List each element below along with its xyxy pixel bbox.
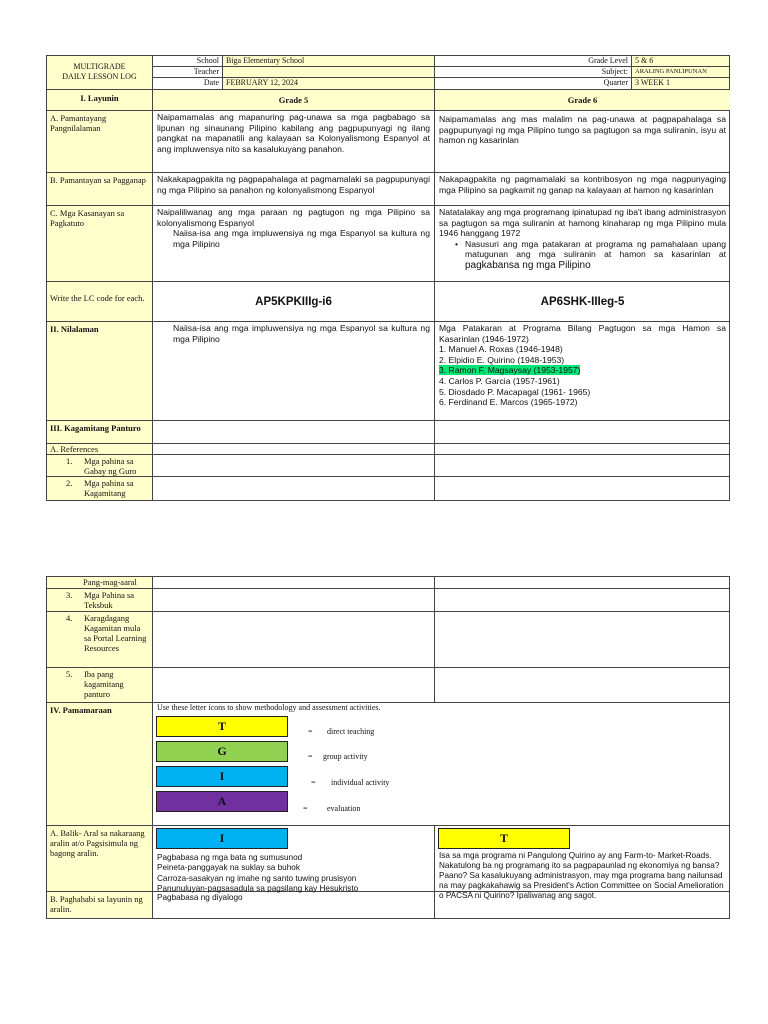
g5-pamantayan-sa-pagganap: Nakakapagpakita ng pagpapahalaga at pagmamalaki sa pagpupunyagi ng mga Pilipino sa panahon ng kolonyalismong Espanyol bbox=[153, 173, 435, 205]
label-karagdagang-kagamitan bbox=[47, 612, 153, 667]
r3-number: 3. bbox=[66, 590, 73, 600]
g6-pang-mag-aaral bbox=[435, 577, 730, 588]
g5-nilalaman: Naiisa-isa ang mga impluwensiya ng mga Espanyol sa kultura ng mga Pilipino bbox=[153, 322, 435, 420]
legend-area bbox=[153, 703, 730, 825]
legend-t-desc: direct teaching bbox=[327, 727, 375, 736]
nilalaman-label-text: II. Nilalaman bbox=[50, 324, 99, 334]
legend-a-desc: evaluation bbox=[327, 804, 361, 813]
subject-label: Subject: bbox=[435, 67, 632, 78]
g6-nilalaman bbox=[435, 322, 730, 420]
row-iba-pang-kagamitan bbox=[46, 668, 730, 703]
label-iba-pang-kagamitan bbox=[47, 668, 153, 702]
grade-level-label: Grade Level bbox=[435, 56, 632, 67]
g6-gabay-ng-guro bbox=[435, 455, 730, 476]
g6-balik-aral bbox=[435, 826, 730, 900]
row-gabay-ng-guro bbox=[46, 455, 730, 477]
g5-method-badge-i: I bbox=[156, 828, 288, 849]
row-pamantayan-sa-pagganap bbox=[46, 173, 730, 206]
school-value: Biga Elementary School bbox=[223, 56, 435, 67]
row-karagdagang-kagamitan bbox=[46, 612, 730, 668]
teacher-value bbox=[223, 67, 435, 78]
g6-nilalaman-list bbox=[439, 344, 726, 408]
row-references bbox=[46, 444, 730, 455]
legend-intro: Use these letter icons to show methodology and assessment activities. bbox=[157, 703, 381, 712]
g6-kasanayan-1: Natatalakay ang mga programang ipinatupad ng iba't ibang administrasyon sa pagtugon sa mga suliranin at hamong kinaharap ng mga Pilipino mula 1946 hanggang 1972 bbox=[439, 207, 726, 239]
row-pamantayang-pangnilalaman bbox=[46, 111, 730, 173]
list-item: Pagbabasa ng mga bata ng sumusunod bbox=[157, 853, 303, 862]
legend-t-badge: T bbox=[156, 716, 288, 737]
row-lc-code bbox=[46, 282, 730, 322]
list-item bbox=[439, 365, 726, 376]
g6-balik-aral-text: Isa sa mga programa ni Pangulong Quirino ay ang Farm-to- Market-Roads. Nakatulong ba ng programang ito sa pagpapaunlad ng ekonomiya ng bansa? Paano? Sa kasalukuyang administrasyon, may mga programa bang nailunsad na may pagkakahawig sa President's Action Committee on Social Amelioration o PACSA ni Quirino? Ipaliwanag ang sagot. bbox=[439, 851, 724, 900]
g6-kasanayan-bullet-end: pagkabansa ng mga Pilipino bbox=[465, 259, 591, 271]
legend-i-badge: I bbox=[156, 766, 288, 787]
r5-number: 5. bbox=[66, 669, 73, 679]
g5-references bbox=[153, 444, 435, 454]
label-pamantayan-sa-pagganap: B. Pamantayan sa Pagganap bbox=[47, 173, 153, 205]
g5-iba-pang-kagamitan bbox=[153, 668, 435, 702]
legend-g-badge: G bbox=[156, 741, 288, 762]
list-item: Peineta-panggayak na suklay sa buhok bbox=[157, 863, 300, 873]
kagamitang-label-text: III. Kagamitang Panturo bbox=[50, 423, 141, 433]
list-item: 1. Manuel A. Roxas (1946-1948) bbox=[439, 344, 563, 355]
label-nilalaman bbox=[47, 322, 153, 420]
grade6-header: Grade 6 bbox=[435, 90, 730, 110]
label-pamantayang-pangnilalaman: A. Pamantayang Pangnilalaman bbox=[47, 111, 153, 172]
list-item: Panunuluyan-pagsasadula sa pagsilang kay Hesukristo bbox=[157, 884, 359, 894]
quarter-value: 3 WEEK 1 bbox=[632, 78, 729, 89]
g5-balik-aral-lines bbox=[157, 853, 358, 895]
legend-t-eq: = bbox=[308, 727, 313, 736]
teacher-label: Teacher bbox=[153, 67, 223, 78]
list-item: 6. Ferdinand E. Marcos (1965-1972) bbox=[439, 397, 578, 408]
g6-kasanayan-bullet bbox=[439, 239, 726, 272]
row-pang-mag-aaral bbox=[46, 577, 730, 589]
g6-kasanayan-bullet-text: Nasusuri ang mga patakaran at programa ng pamahalaan upang matugunan ang mga suliranin at hamon sa kasarinlan at bbox=[465, 238, 726, 260]
g5-mga-kasanayan bbox=[153, 206, 435, 281]
g5-teksbuk bbox=[153, 589, 435, 611]
g5-pang-mag-aaral bbox=[153, 577, 435, 588]
legend-i-eq: = bbox=[311, 778, 316, 787]
ref2-label: Mga pahina sa Kagamitang bbox=[84, 478, 134, 498]
g6-pamantayan-sa-pagganap: Nakapagpakita ng pagmamalaki sa kontribosyon ng mga nagpunyaging mga Pilipino sa pagkamit ng ganap na kalayaan at hamon ng kasarinlan bbox=[439, 174, 726, 195]
label-teksbuk bbox=[47, 589, 153, 611]
bullet-icon: • bbox=[455, 238, 459, 249]
label-kagamitang-panturo bbox=[47, 421, 153, 443]
title-line2: DAILY LESSON LOG bbox=[62, 72, 137, 81]
g6-paghahabi bbox=[435, 892, 730, 918]
legend-g-eq: = bbox=[308, 752, 313, 761]
legend-a-eq: = bbox=[303, 804, 308, 813]
g6-lc-code: AP6SHK-IIIeg-5 bbox=[540, 296, 625, 308]
row-kagamitang-panturo bbox=[46, 421, 730, 444]
ref2-number: 2. bbox=[66, 478, 73, 488]
g5-lc-code: AP5KPKIIIg-i6 bbox=[153, 282, 435, 321]
g5-kasanayan-2: Naiisa-isa ang mga impluwensiya ng mga Espanyol sa kultura ng mga Pilipino bbox=[173, 228, 430, 249]
label-balik-aral: A. Balik- Aral sa nakaraang aralin at/o Pagsisimula ng bagong aralin. bbox=[47, 826, 153, 891]
row-teksbuk bbox=[46, 589, 730, 612]
g6-mga-kasanayan bbox=[435, 206, 730, 281]
quarter-label: Quarter bbox=[435, 78, 632, 89]
row-kagamitang-pang-mag-aaral bbox=[46, 477, 730, 501]
r4-label: Karagdagang Kagamitan mula sa Portal Learning Resources bbox=[84, 613, 147, 653]
layunin-header-row bbox=[46, 90, 730, 111]
g6-references bbox=[435, 444, 730, 454]
ref1-number: 1. bbox=[66, 456, 73, 466]
row-nilalaman bbox=[46, 322, 730, 421]
date-value: FEBRUARY 12, 2024 bbox=[223, 78, 435, 89]
g6-kagamitang-panturo bbox=[435, 421, 730, 443]
header-table bbox=[46, 55, 730, 90]
row-paghahabi bbox=[46, 892, 730, 919]
label-mga-kasanayan: C. Mga Kasanayan sa Pagkatuto bbox=[47, 206, 153, 281]
g6-iba-pang-kagamitan bbox=[435, 668, 730, 702]
g6-teksbuk bbox=[435, 589, 730, 611]
g5-kasanayan-1: Naipaliliwanag ang mga paraan ng pagtugon ng mga Pilipino sa kolonyalismong Espanyol bbox=[157, 207, 430, 228]
r3-label: Mga Pahina sa Teksbuk bbox=[84, 590, 135, 610]
legend-a-badge: A bbox=[156, 791, 288, 812]
lesson-table-page2 bbox=[46, 576, 730, 914]
list-item: Carroza-sasakyan ng imahe ng santo tuwing prusisyon bbox=[157, 873, 357, 883]
g6-nilalaman-title: Mga Patakaran at Programa Bilang Pagtugon sa mga Hamon sa Kasarinlan (1946-1972) bbox=[439, 323, 726, 344]
subject-value: ARALING PANLIPUNAN bbox=[632, 67, 729, 78]
highlighted-list-item: 3. Ramon F. Magsaysay (1953-1957) bbox=[439, 365, 581, 376]
g5-kagamitang bbox=[153, 477, 435, 500]
list-item: 4. Carlos P. Garcia (1957-1961) bbox=[439, 375, 560, 386]
list-item: 5. Diosdado P. Macapagal (1961- 1965) bbox=[439, 386, 591, 397]
date-label: Date bbox=[153, 78, 223, 89]
title-line1: MULTIGRADE bbox=[73, 62, 126, 71]
label-paghahabi: B. Paghahabi sa layunin ng aralin. bbox=[47, 892, 153, 918]
pamamaraan-label-text: IV. Pamamaraan bbox=[50, 705, 112, 715]
g5-paghahabi: Pagbabasa ng diyalogo bbox=[153, 892, 435, 918]
g5-pamantayang-pangnilalaman: Naipamamalas ang mapanuring pag-unawa sa mga pagbabago sa lipunan ng sinaunang Pilipino kabilang ang pagpupunyagi ng ilang pangkat na mapanatili ang kalayaan sa Kolonyalismong Espanyol at ang impluwensya nito sa kasalukuyang panahon. bbox=[153, 111, 435, 172]
g6-kagamitang bbox=[435, 477, 730, 500]
g5-gabay-ng-guro bbox=[153, 455, 435, 476]
label-references: A. References bbox=[47, 444, 153, 454]
r5-label: Iba pang kagamitang panturo bbox=[84, 669, 124, 699]
legend-g-desc: group activity bbox=[323, 752, 368, 761]
g5-kagamitang-panturo bbox=[153, 421, 435, 443]
ref1-label: Mga pahina sa Gabay ng Guro bbox=[84, 456, 137, 476]
school-label: School bbox=[153, 56, 223, 67]
g6-pamantayang-pangnilalaman: Naipamamalas ang mas malalim na pag-unawa at pagpapahalaga sa pagpupunyagi ng mga Pilipino tungo sa pagtugon sa mga suliranin, isyu at hamon ng kasarinlan bbox=[439, 114, 726, 146]
row-pamamaraan bbox=[46, 703, 730, 826]
label-lc-code: Write the LC code for each. bbox=[47, 282, 153, 321]
g6-karagdagang-kagamitan bbox=[435, 612, 730, 667]
label-kagamitang bbox=[47, 477, 153, 500]
grade-level-value: 5 & 6 bbox=[632, 56, 729, 67]
label-gabay-ng-guro bbox=[47, 455, 153, 476]
label-pang-mag-aaral: Pang-mag-aaral bbox=[47, 577, 153, 588]
g5-karagdagang-kagamitan bbox=[153, 612, 435, 667]
title-cell bbox=[47, 56, 153, 89]
legend-i-desc: individual activity bbox=[331, 778, 390, 787]
list-item: 2. Elpidio E. Quirino (1948-1953) bbox=[439, 354, 565, 365]
g6-method-badge-t: T bbox=[438, 828, 570, 849]
layunin-label: I. Layunin bbox=[47, 90, 153, 110]
label-pamamaraan bbox=[47, 703, 153, 825]
row-mga-kasanayan bbox=[46, 206, 730, 282]
r4-number: 4. bbox=[66, 613, 73, 623]
g5-balik-aral bbox=[153, 826, 435, 894]
grade5-header: Grade 5 bbox=[153, 90, 435, 110]
